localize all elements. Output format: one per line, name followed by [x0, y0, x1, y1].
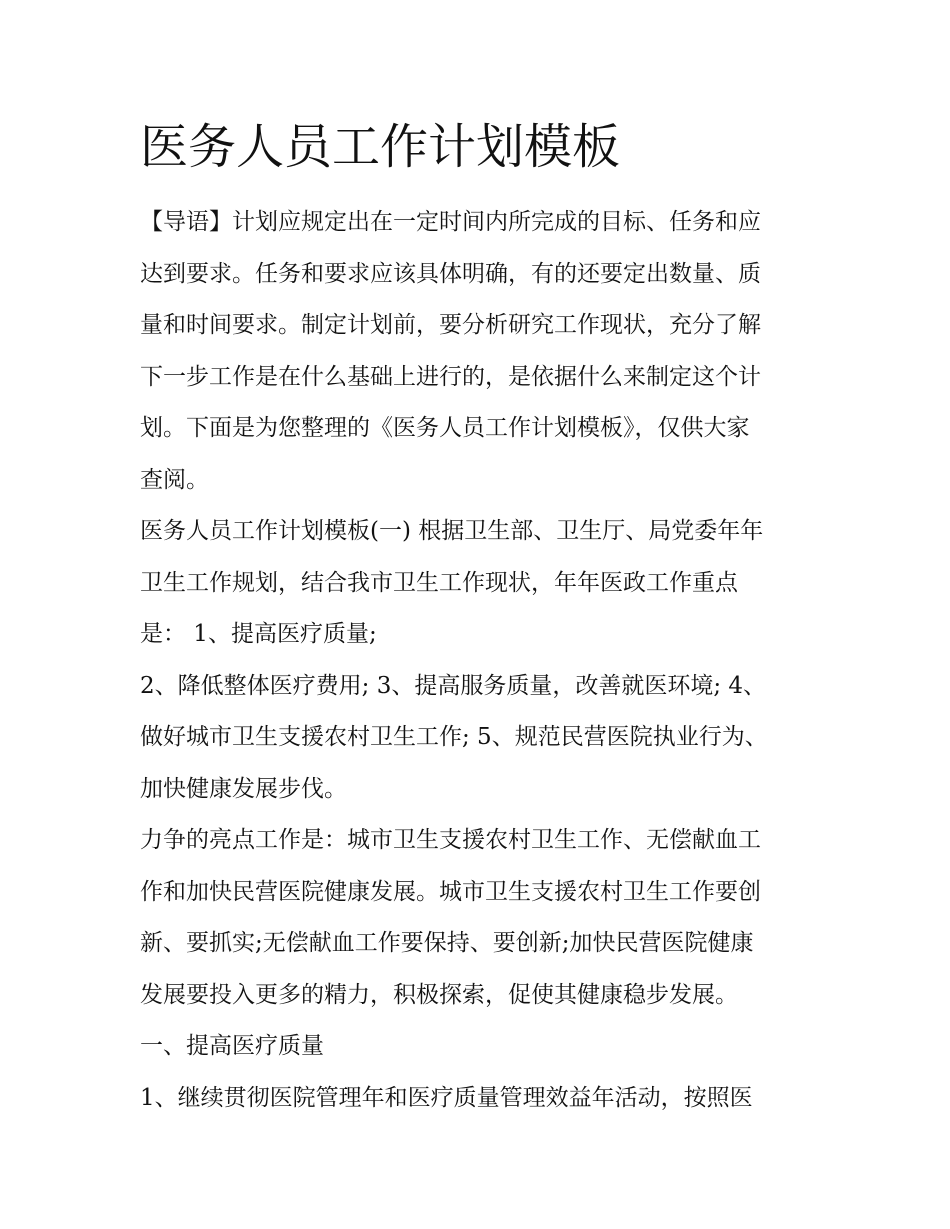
- text-line-13: 力争的亮点工作是：城市卫生支援农村卫生工作、无偿献血工: [140, 827, 761, 853]
- text-line-11: 做好城市卫生支援农村卫生工作; 5、规范民营医院执业行为、: [140, 724, 768, 750]
- text-line-6: 查阅。: [140, 466, 209, 493]
- text-line-7: 医务人员工作计划模板(一) 根据卫生部、卫生厅、局党委年年: [140, 518, 764, 544]
- text-line-12: 加快健康发展步伐。: [140, 775, 347, 802]
- section-heading-line: 一、提高医疗质量: [140, 1033, 324, 1059]
- text-line-5: 划。下面是为您整理的《医务人员工作计划模板》，仅供大家: [140, 415, 750, 441]
- text-line-1: 【导语】计划应规定出在一定时间内所完成的目标、任务和应: [140, 209, 761, 235]
- document-body: [140, 197, 820, 1124]
- text-line-18: 1、继续贯彻医院管理年和医疗质量管理效益年活动，按照医: [140, 1084, 753, 1111]
- text-line-3: 量和时间要求。制定计划前，要分析研究工作现状，充分了解: [140, 312, 761, 338]
- text-line-16: 发展要投入更多的精力，积极探索，促使其健康稳步发展。: [140, 981, 738, 1008]
- document-title: 医务人员工作计划模板: [140, 119, 621, 175]
- text-line-15: 新、要抓实;无偿献血工作要保持、要创新;加快民营医院健康: [140, 930, 754, 956]
- text-line-8: 卫生工作规划，结合我市卫生工作现状，年年医政工作重点: [140, 569, 738, 596]
- text-line-9: 是： 1、提高医疗质量;: [140, 621, 377, 647]
- text-line-10: 2、降低整体医疗费用; 3、提高服务质量，改善就医环境; 4、: [140, 672, 767, 699]
- text-line-2: 达到要求。任务和要求应该具体明确，有的还要定出数量、质: [140, 260, 761, 287]
- text-line-4: 下一步工作是在什么基础上进行的，是依据什么来制定这个计: [140, 363, 761, 390]
- text-line-14: 作和加快民营医院健康发展。城市卫生支援农村卫生工作要创: [140, 878, 761, 905]
